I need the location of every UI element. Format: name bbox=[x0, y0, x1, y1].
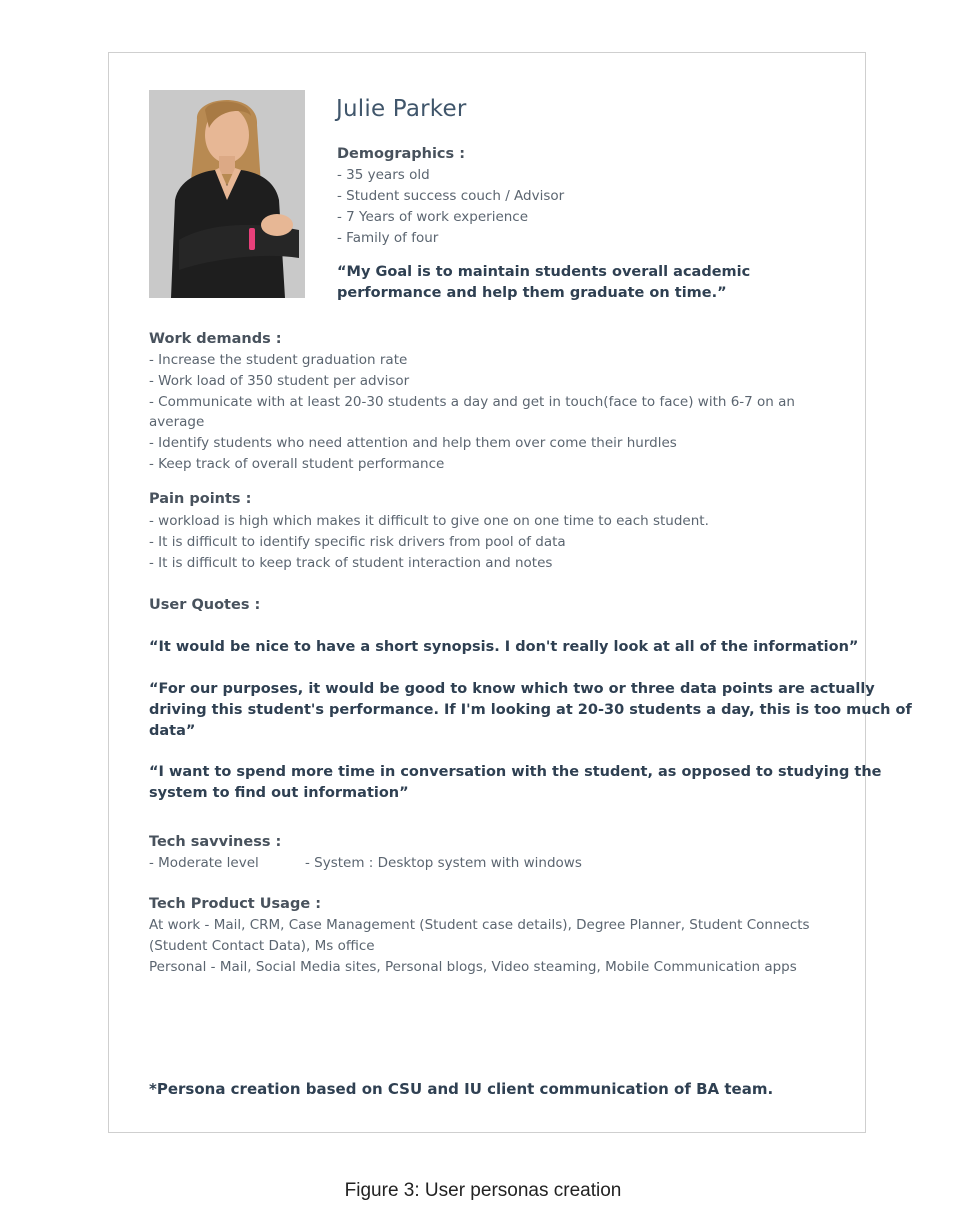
user-quote: driving this student's performance. If I'm looking at 20-30 students a day, this is too much of bbox=[149, 702, 912, 718]
tech-usage-line: (Student Contact Data), Ms office bbox=[149, 938, 375, 954]
tech-usage-line: Personal - Mail, Social Media sites, Personal blogs, Video steaming, Mobile Communication apps bbox=[149, 959, 797, 975]
user-quote: “It would be nice to have a short synopsis. I don't really look at all of the information” bbox=[149, 639, 859, 655]
work-demands-item: - Work load of 350 student per advisor bbox=[149, 373, 410, 389]
tech-usage-heading: Tech Product Usage : bbox=[149, 896, 322, 912]
figure-caption: Figure 3: User personas creation bbox=[344, 1180, 622, 1201]
work-demands-item: average bbox=[149, 414, 205, 430]
pain-points-item: - It is difficult to keep track of student interaction and notes bbox=[149, 555, 553, 571]
footnote: *Persona creation based on CSU and IU client communication of BA team. bbox=[149, 1080, 774, 1098]
user-quote: data” bbox=[149, 723, 196, 739]
pain-points-item: - It is difficult to identify specific risk drivers from pool of data bbox=[149, 534, 566, 550]
user-quote: system to find out information” bbox=[149, 785, 409, 801]
work-demands-item: - Identify students who need attention and help them over come their hurdles bbox=[149, 435, 677, 451]
goal-quote-line: “My Goal is to maintain students overall academic bbox=[337, 264, 751, 280]
demographics-item: - 35 years old bbox=[337, 167, 430, 183]
demographics-item: - Student success couch / Advisor bbox=[337, 188, 565, 204]
work-demands-item: - Increase the student graduation rate bbox=[149, 352, 408, 368]
pain-points-item: - workload is high which makes it difficult to give one on one time to each student. bbox=[149, 513, 709, 529]
user-quotes-heading: User Quotes : bbox=[149, 597, 261, 613]
tech-savviness-system: - System : Desktop system with windows bbox=[305, 855, 582, 871]
tech-savviness-level: - Moderate level bbox=[149, 855, 259, 871]
goal-quote-line: performance and help them graduate on time.” bbox=[337, 285, 727, 301]
work-demands-heading: Work demands : bbox=[149, 331, 282, 347]
work-demands-item: - Keep track of overall student performance bbox=[149, 456, 445, 472]
tech-savviness-heading: Tech savviness : bbox=[149, 834, 282, 850]
tech-usage-line: At work - Mail, CRM, Case Management (Student case details), Degree Planner, Student Connects bbox=[149, 917, 810, 933]
pain-points-heading: Pain points : bbox=[149, 491, 252, 507]
persona-photo-icon bbox=[149, 90, 305, 298]
persona-name: Julie Parker bbox=[336, 96, 467, 122]
persona-photo bbox=[149, 90, 305, 298]
user-quote: “For our purposes, it would be good to know which two or three data points are actually bbox=[149, 681, 875, 697]
work-demands-item: - Communicate with at least 20-30 students a day and get in touch(face to face) with 6-7 on an bbox=[149, 394, 795, 410]
demographics-item: - Family of four bbox=[337, 230, 439, 246]
user-quote: “I want to spend more time in conversation with the student, as opposed to studying the bbox=[149, 764, 882, 780]
demographics-heading: Demographics : bbox=[337, 146, 466, 162]
demographics-item: - 7 Years of work experience bbox=[337, 209, 529, 225]
